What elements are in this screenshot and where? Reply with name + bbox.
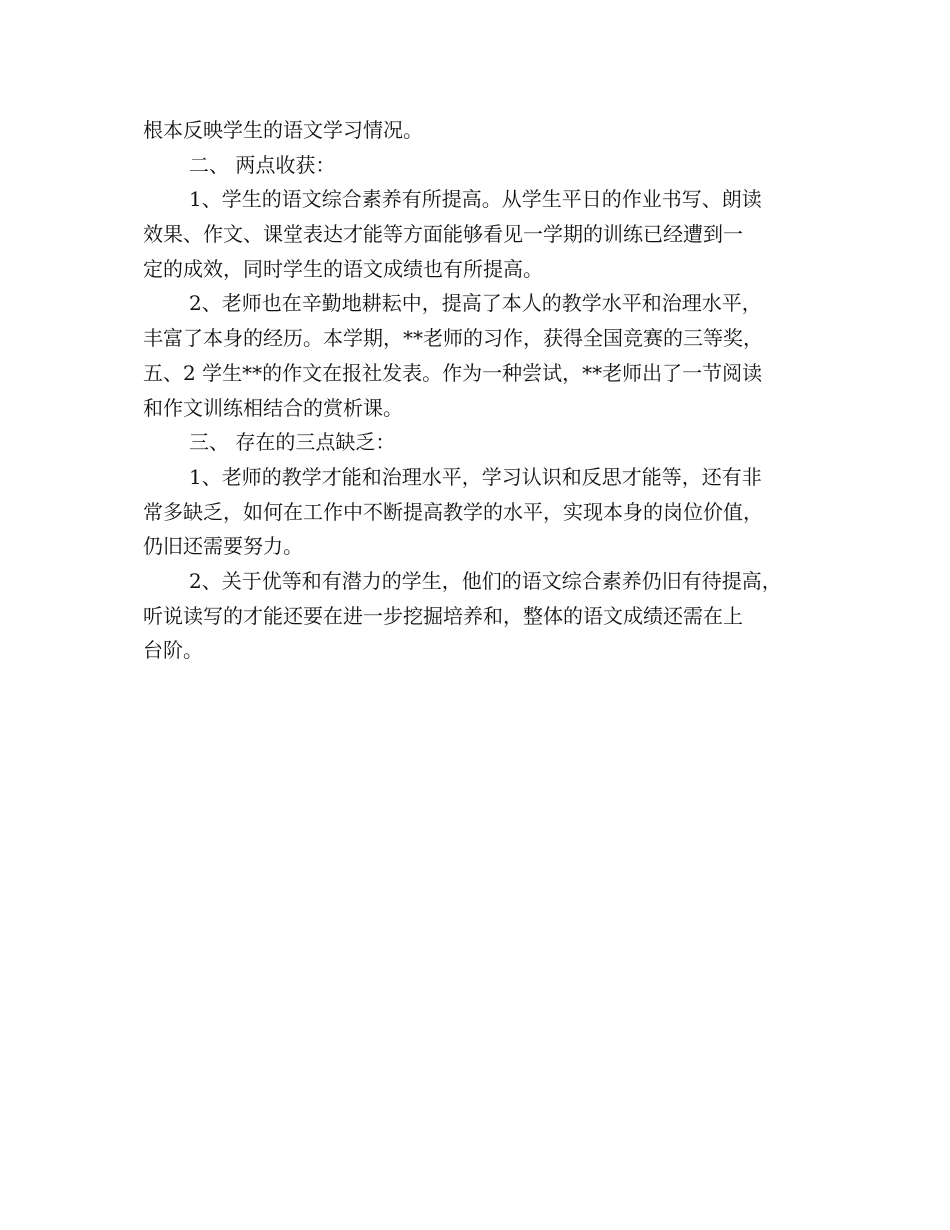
section-heading-two-gains: 二、 两点收获： [189, 152, 336, 177]
text-line: 仍旧还需要努力。 [143, 534, 303, 559]
text-line: 根本反映学生的语文学习情况。 [143, 118, 423, 142]
text-line: 听说读写的才能还要在进一步挖掘培养和，整体的语文成绩还需在上 [143, 603, 743, 628]
text-line: 1、老师的教学才能和治理水平，学习认识和反思才能等，还有非 [189, 464, 762, 489]
document-body [143, 113, 833, 668]
text-line: 台阶。 [143, 638, 203, 663]
section-heading-three-shortcomings: 三、 存在的三点缺乏： [189, 430, 396, 455]
text-line: 和作文训练相结合的赏析课。 [143, 395, 403, 420]
text-line: 常多缺乏，如何在工作中不断提高教学的水平，实现本身的岗位价值， [143, 499, 763, 524]
text-line: 2、老师也在辛勤地耕耘中，提高了本人的教学水平和治理水平， [189, 291, 762, 316]
text-line: 效果、作文、课堂表达才能等方面能够看见一学期的训练已经遭到一 [143, 222, 743, 247]
text-line: 丰富了本身的经历。本学期，**老师的习作，获得全国竞赛的三等奖， [143, 326, 763, 351]
text-line: 1、学生的语文综合素养有所提高。从学生平日的作业书写、朗读 [189, 187, 762, 212]
text-line: 2、关于优等和有潜力的学生，他们的语文综合素养仍旧有待提高， [189, 568, 782, 593]
text-line: 定的成效，同时学生的语文成绩也有所提高。 [143, 256, 543, 281]
text-line: 五、2 学生**的作文在报社发表。作为一种尝试，**老师出了一节阅读 [143, 360, 763, 385]
